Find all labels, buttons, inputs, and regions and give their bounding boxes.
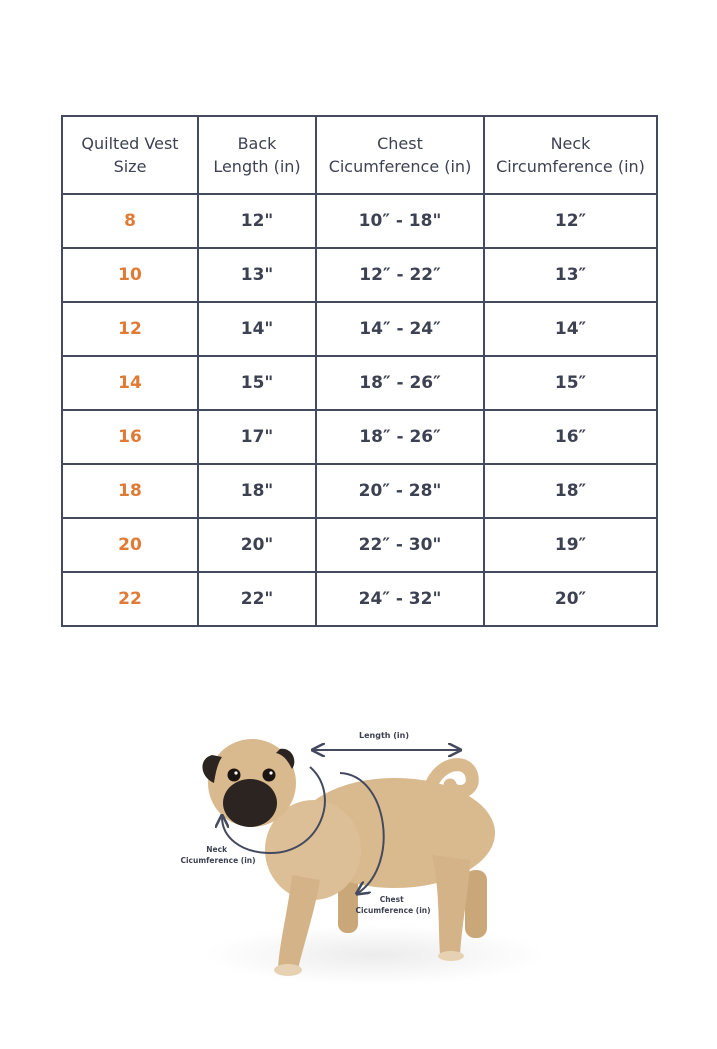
chest-cell: 10″ - 18" <box>316 194 484 248</box>
table-row <box>62 410 657 464</box>
back-length-cell: 12" <box>198 194 316 248</box>
table-row <box>62 302 657 356</box>
neck-cell: 19″ <box>484 518 657 572</box>
size-cell: 10 <box>62 248 198 302</box>
size-cell: 12 <box>62 302 198 356</box>
table-header-row <box>62 116 657 194</box>
chest-cell: 24″ - 32" <box>316 572 484 626</box>
header-neck-circumference: Neck Circumference (in) <box>484 116 657 194</box>
size-cell: 18 <box>62 464 198 518</box>
header-back-length: Back Length (in) <box>198 116 316 194</box>
neck-label-line2: Cicumference (in) <box>180 856 256 865</box>
neck-label-line1: Neck <box>206 845 228 854</box>
pug-eye <box>228 769 241 782</box>
back-length-cell: 22" <box>198 572 316 626</box>
back-length-cell: 15" <box>198 356 316 410</box>
size-cell: 8 <box>62 194 198 248</box>
neck-cell: 20″ <box>484 572 657 626</box>
chest-label-line2: Cicumference (in) <box>355 906 431 915</box>
pug-muzzle <box>223 779 277 827</box>
chest-cell: 22″ - 30" <box>316 518 484 572</box>
size-cell: 20 <box>62 518 198 572</box>
chest-cell: 18″ - 26″ <box>316 410 484 464</box>
back-length-cell: 18" <box>198 464 316 518</box>
table-row <box>62 356 657 410</box>
back-length-cell: 20" <box>198 518 316 572</box>
table-row <box>62 194 657 248</box>
neck-cell: 15″ <box>484 356 657 410</box>
neck-cell: 12″ <box>484 194 657 248</box>
back-length-cell: 13" <box>198 248 316 302</box>
size-cell: 22 <box>62 572 198 626</box>
size-cell: 16 <box>62 410 198 464</box>
neck-cell: 18″ <box>484 464 657 518</box>
chest-cell: 12″ - 22″ <box>316 248 484 302</box>
chest-label <box>355 895 430 915</box>
header-quilted-vest-size: Quilted Vest Size <box>62 116 198 194</box>
neck-cell: 16″ <box>484 410 657 464</box>
table-row <box>62 572 657 626</box>
pug-paw <box>274 964 302 976</box>
back-length-cell: 14" <box>198 302 316 356</box>
length-label: Length (in) <box>359 731 409 740</box>
table-row <box>62 248 657 302</box>
chest-label-line1: Chest <box>379 895 404 904</box>
table-row <box>62 464 657 518</box>
floor-shadow <box>205 925 545 985</box>
pug-paw <box>438 951 464 961</box>
back-length-cell: 17" <box>198 410 316 464</box>
chest-cell: 20″ - 28" <box>316 464 484 518</box>
chest-cell: 18″ - 26″ <box>316 356 484 410</box>
size-chart-table <box>61 115 658 627</box>
size-cell: 14 <box>62 356 198 410</box>
header-chest-circumference: Chest Cicumference (in) <box>316 116 484 194</box>
neck-cell: 13″ <box>484 248 657 302</box>
neck-cell: 14″ <box>484 302 657 356</box>
table-row <box>62 518 657 572</box>
pug-eye <box>263 769 276 782</box>
chest-cell: 14″ - 24″ <box>316 302 484 356</box>
pug-measurement-diagram <box>170 715 550 1000</box>
